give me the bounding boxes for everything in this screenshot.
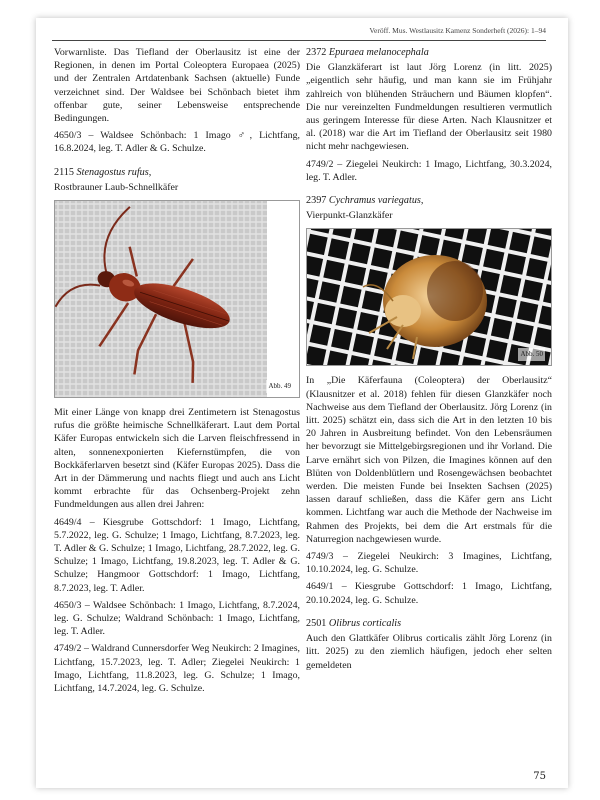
record-4649-4: 4649/4 – Kiesgrube Gottschdorf: 1 Imago, Lichtfang, 5.7.2022, leg. G. Schulze; 1 Imago, Lichtfang, 8.7.2023, leg. T. Adler & G. Schulze; 1 Imago, Lichtfang, 28.7.2022, leg. G. Schulze; 1 Imago, Lichtfang, 19.8.2023, leg. T. Adler & G. Schulze; Hangmoor Gottschdorf: 1 Imago, Lichtfang, 8.7.2023, leg. T. Adler.	[54, 516, 300, 594]
species-body-2115: Mit einer Länge von knapp drei Zentimetern ist Stenagostus rufus die größte heimische Schnellkäferart. Laut dem Portal Käfer Europas entwickeln sich die Larven fleischfressend in alten, sonnenexponierten Kiefernstümpfen, die von Bockkäferlarven besetzt sind (Käfer Europas 2025). Dass die Art in der Dämmerung und nachts fliegt und auch ans Licht kommt erbrachte für das Ochsenberg-Projekt zehn Fundmeldungen aus allen drei Jahren:	[54, 407, 300, 511]
intro-paragraph: Vorwarnliste. Das Tiefland der Oberlausitz ist eine der Regionen, in denen im Portal Coleoptera Europaea (2025) und der Zentralen Artdatenbank Sachsen (aktuelle) Funde verzeichnet sind. Der Waldsee bei Schönbach bietet ihm offenbar gute, seiner Lebensweise entsprechende Bedingungen.	[54, 47, 300, 125]
sap-beetle-photo	[307, 229, 552, 365]
figure-click-beetle	[54, 200, 300, 398]
species-body-2501: Auch den Glattkäfer Olibrus corticalis zählt Jörg Lorenz (in litt. 2025) zu den ziemlich häufigen, jedoch eher selten gemeldeten	[306, 633, 552, 671]
species-heading-2372	[306, 46, 552, 59]
species-number: 2115	[54, 166, 74, 178]
record-4749-3: 4749/3 – Ziegelei Neukirch: 3 Imagines, Lichtfang, 10.10.2024, leg. G. Schulze.	[306, 551, 552, 576]
species-common-name: Vierpunkt-Glanzkäfer	[306, 210, 393, 222]
species-body-2397: In „Die Käferfauna (Coleoptera) der Oberlausitz“ (Klausnitzer et al. 2018) fehlen für diesen Glanzkäfer noch Nachweise aus dem Tiefland der Oberlausitz. Jörg Lorenz (in litt. 2025) schätzt ein, dass sich die Art in den letzten 10 bis 20 Jahren in Ausbreitung befindet. Von den Lebensräumen her bevorzugt sie Mittelgebirgsregionen und ihr Vorland. Die Larve ernährt sich von Pilzen, die Imagines können auf den Blüten von Doldenblütlern und Rosengewächsen beobachtet werden. Die meisten Funde bei Insekten Sachsen (2025) lassen darauf schließen, dass die Käfer gern ans Licht kommen. Lichtfang war auch die Methode der Nachweise im Rahmen des Projekts, bei dem die Art erstmals für die Naturregion nachgewiesen wurde.	[306, 375, 552, 545]
figure-label: Abb. 49	[266, 380, 293, 393]
species-number: 2397	[306, 195, 327, 207]
figure-sap-beetle	[306, 228, 552, 366]
species-name: Cychramus variegatus,	[328, 195, 424, 207]
species-number: 2501	[306, 617, 327, 629]
running-head: Veröff. Mus. Westlausitz Kamenz Sonderheft (2026): 1–94	[369, 26, 546, 35]
record-4649-1: 4649/1 – Kiesgrube Gottschdorf: 1 Imago, Lichtfang, 20.10.2024, leg. G. Schulze.	[306, 581, 552, 606]
header-rule	[52, 40, 546, 41]
species-number: 2372	[306, 47, 327, 58]
document-page	[36, 18, 568, 788]
click-beetle-photo	[55, 201, 267, 397]
species-name: Stenagostus rufus,	[76, 166, 152, 178]
page-number: 75	[533, 771, 546, 782]
figure-label: Abb. 50	[518, 348, 545, 361]
species-heading-2115	[54, 166, 300, 179]
right-column	[306, 46, 552, 676]
record-2372: 4749/2 – Ziegelei Neukirch: 1 Imago, Lichtfang, 30.3.2024, leg. T. Adler.	[306, 158, 552, 183]
species-common-name: Rostbrauner Laub-Schnellkäfer	[54, 181, 179, 193]
species-body-2372: Die Glanzkäferart ist laut Jörg Lorenz (in litt. 2025) „eigentlich sehr häufig, und man kann sie im Frühjahr zahlreich von blühenden Sträuchern und Bäumen klopfen“. Die nur vereinzelten Fundmeldungen resultieren vermutlich aus geringem Interesse für diese Arten. Nach Klausnitzer et al. (2018) war die Art im Tiefland der Oberlausitz seit 1980 nicht mehr nachgewiesen.	[306, 62, 552, 153]
record-4650-3: 4650/3 – Waldsee Schönbach: 1 Imago, Lichtfang, 8.7.2024, leg. G. Schulze; Waldrand Schönbach: 1 Imago, Lichtfang, leg. T. Adler.	[54, 599, 300, 638]
left-column	[54, 46, 300, 699]
species-name: Olibrus corticalis	[328, 617, 402, 629]
intro-record: 4650/3 – Waldsee Schönbach: 1 Imago ♂, Lichtfang, 16.8.2024, leg. T. Adler & G. Schulze.	[54, 130, 300, 155]
species-heading-2501	[306, 617, 552, 630]
species-name: Epuraea melanocephala	[328, 47, 429, 58]
species-heading-2397	[306, 194, 552, 207]
record-4749-2: 4749/2 – Waldrand Cunnersdorfer Weg Neukirch: 2 Imagines, Lichtfang, 15.7.2023, leg. T. Adler; Ziegelei Neukirch: 1 Imago, Lichtfang, 11.8.2023, leg. G. Schulze; 1 Imago, Lichtfang, 14.7.2024, leg. G. Schulze.	[54, 643, 300, 695]
